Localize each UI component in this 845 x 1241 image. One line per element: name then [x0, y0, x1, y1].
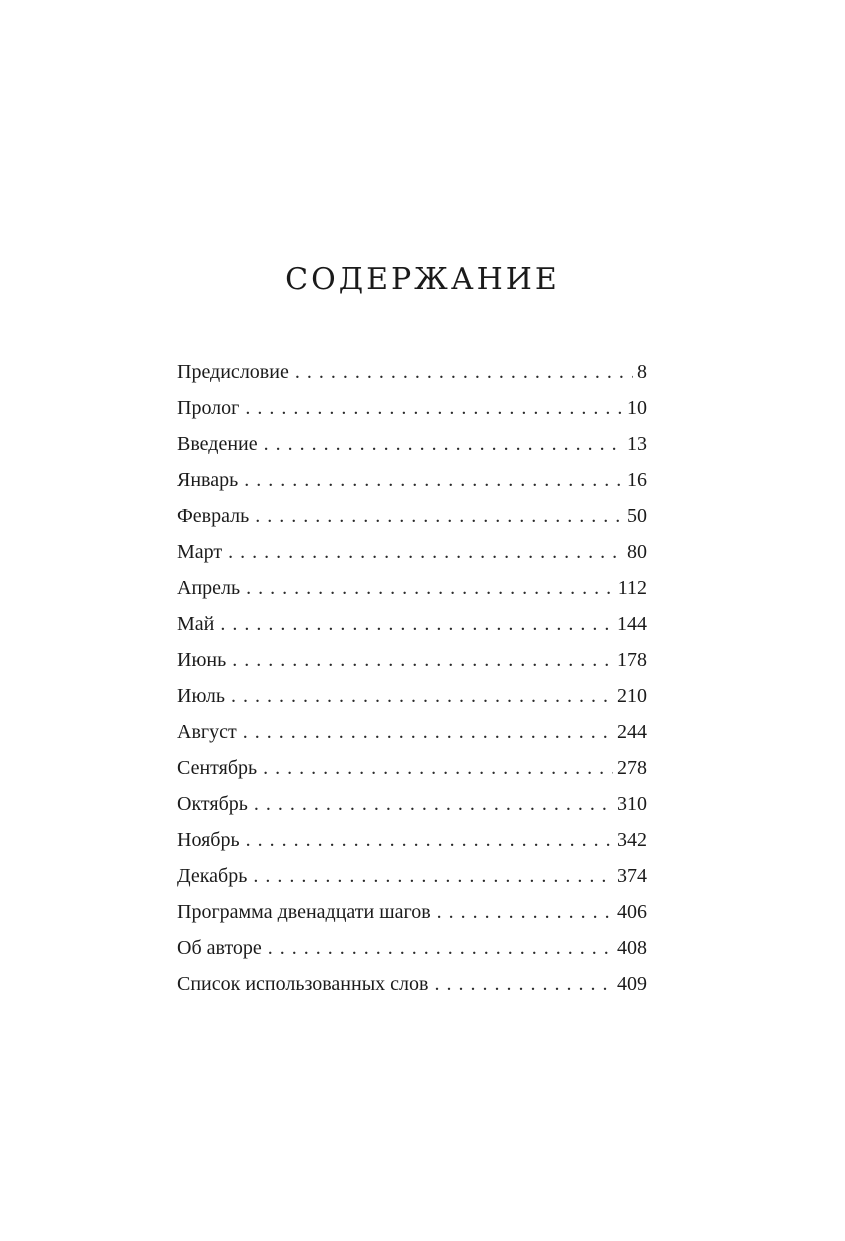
toc-entry-label: Август	[177, 721, 237, 743]
toc-dot-leader	[246, 570, 614, 606]
toc-entry-page: 406	[617, 901, 647, 923]
toc-entry-page: 409	[617, 973, 647, 995]
toc-dot-leader	[220, 606, 613, 642]
toc-dot-leader	[246, 822, 613, 858]
toc-entry-june[interactable]	[177, 642, 647, 678]
toc-entry-preface[interactable]	[177, 354, 647, 390]
toc-entry-page: 310	[617, 793, 647, 815]
toc-entry-november[interactable]	[177, 822, 647, 858]
toc-entry-page: 13	[627, 433, 647, 455]
toc-entry-label: Программа двенадцати шагов	[177, 901, 431, 923]
toc-entry-page: 408	[617, 937, 647, 959]
toc-dot-leader	[295, 354, 633, 390]
toc-entry-label: Октябрь	[177, 793, 248, 815]
toc-dot-leader	[434, 966, 613, 1002]
toc-entry-page: 50	[627, 505, 647, 527]
toc-entry-page: 112	[617, 577, 647, 599]
toc-entry-february[interactable]	[177, 498, 647, 534]
toc-entry-august[interactable]	[177, 714, 647, 750]
toc-entry-label: Январь	[177, 469, 239, 491]
toc-entry-page: 10	[627, 397, 647, 419]
toc-entry-october[interactable]	[177, 786, 647, 822]
toc-entry-word-list[interactable]	[177, 966, 647, 1002]
toc-entry-may[interactable]	[177, 606, 647, 642]
toc-entry-page: 342	[617, 829, 647, 851]
toc-dot-leader	[263, 750, 613, 786]
toc-entry-label: Февраль	[177, 505, 250, 527]
toc-entry-about-author[interactable]	[177, 930, 647, 966]
toc-entry-introduction[interactable]	[177, 426, 647, 462]
page-title: СОДЕРЖАНИЕ	[285, 262, 560, 297]
toc-entry-label: Ноябрь	[177, 829, 240, 851]
toc-entry-label: Сентябрь	[177, 757, 258, 779]
toc-entry-page: 178	[617, 649, 647, 671]
toc-entry-july[interactable]	[177, 678, 647, 714]
toc-entry-label: Март	[177, 541, 223, 563]
toc-entry-label: Май	[177, 613, 215, 635]
toc-entry-label: Декабрь	[177, 865, 248, 887]
toc-dot-leader	[268, 930, 613, 966]
toc-entry-page: 374	[617, 865, 647, 887]
toc-dot-leader	[255, 498, 623, 534]
toc-dot-leader	[231, 678, 613, 714]
toc-entry-december[interactable]	[177, 858, 647, 894]
toc-entry-page: 144	[617, 613, 647, 635]
toc-dot-leader	[264, 426, 623, 462]
toc-entry-label: Апрель	[177, 577, 241, 599]
toc-entry-page: 210	[617, 685, 647, 707]
toc-entry-april[interactable]	[177, 570, 647, 606]
toc-dot-leader	[244, 462, 623, 498]
toc-entry-page: 244	[617, 721, 647, 743]
toc-dot-leader	[437, 894, 613, 930]
toc-dot-leader	[232, 642, 613, 678]
toc-entry-march[interactable]	[177, 534, 647, 570]
toc-entry-page: 16	[627, 469, 647, 491]
toc-dot-leader	[254, 786, 613, 822]
toc-entry-label: Июль	[177, 685, 225, 707]
toc-entry-label: Июнь	[177, 649, 227, 671]
toc-entry-prologue[interactable]	[177, 390, 647, 426]
toc-entry-label: Введение	[177, 433, 258, 455]
toc-entry-january[interactable]	[177, 462, 647, 498]
toc-entry-page: 80	[627, 541, 647, 563]
toc-entry-label: Список использованных слов	[177, 973, 429, 995]
table-of-contents	[177, 354, 647, 1002]
toc-dot-leader	[245, 390, 623, 426]
toc-dot-leader	[253, 858, 613, 894]
toc-entry-label: Предисловие	[177, 361, 289, 383]
toc-entry-twelve-steps[interactable]	[177, 894, 647, 930]
toc-entry-label: Пролог	[177, 397, 240, 419]
toc-dot-leader	[228, 534, 623, 570]
toc-entry-label: Об авторе	[177, 937, 262, 959]
toc-entry-september[interactable]	[177, 750, 647, 786]
toc-dot-leader	[243, 714, 613, 750]
toc-entry-page: 8	[637, 361, 647, 383]
toc-entry-page: 278	[617, 757, 647, 779]
